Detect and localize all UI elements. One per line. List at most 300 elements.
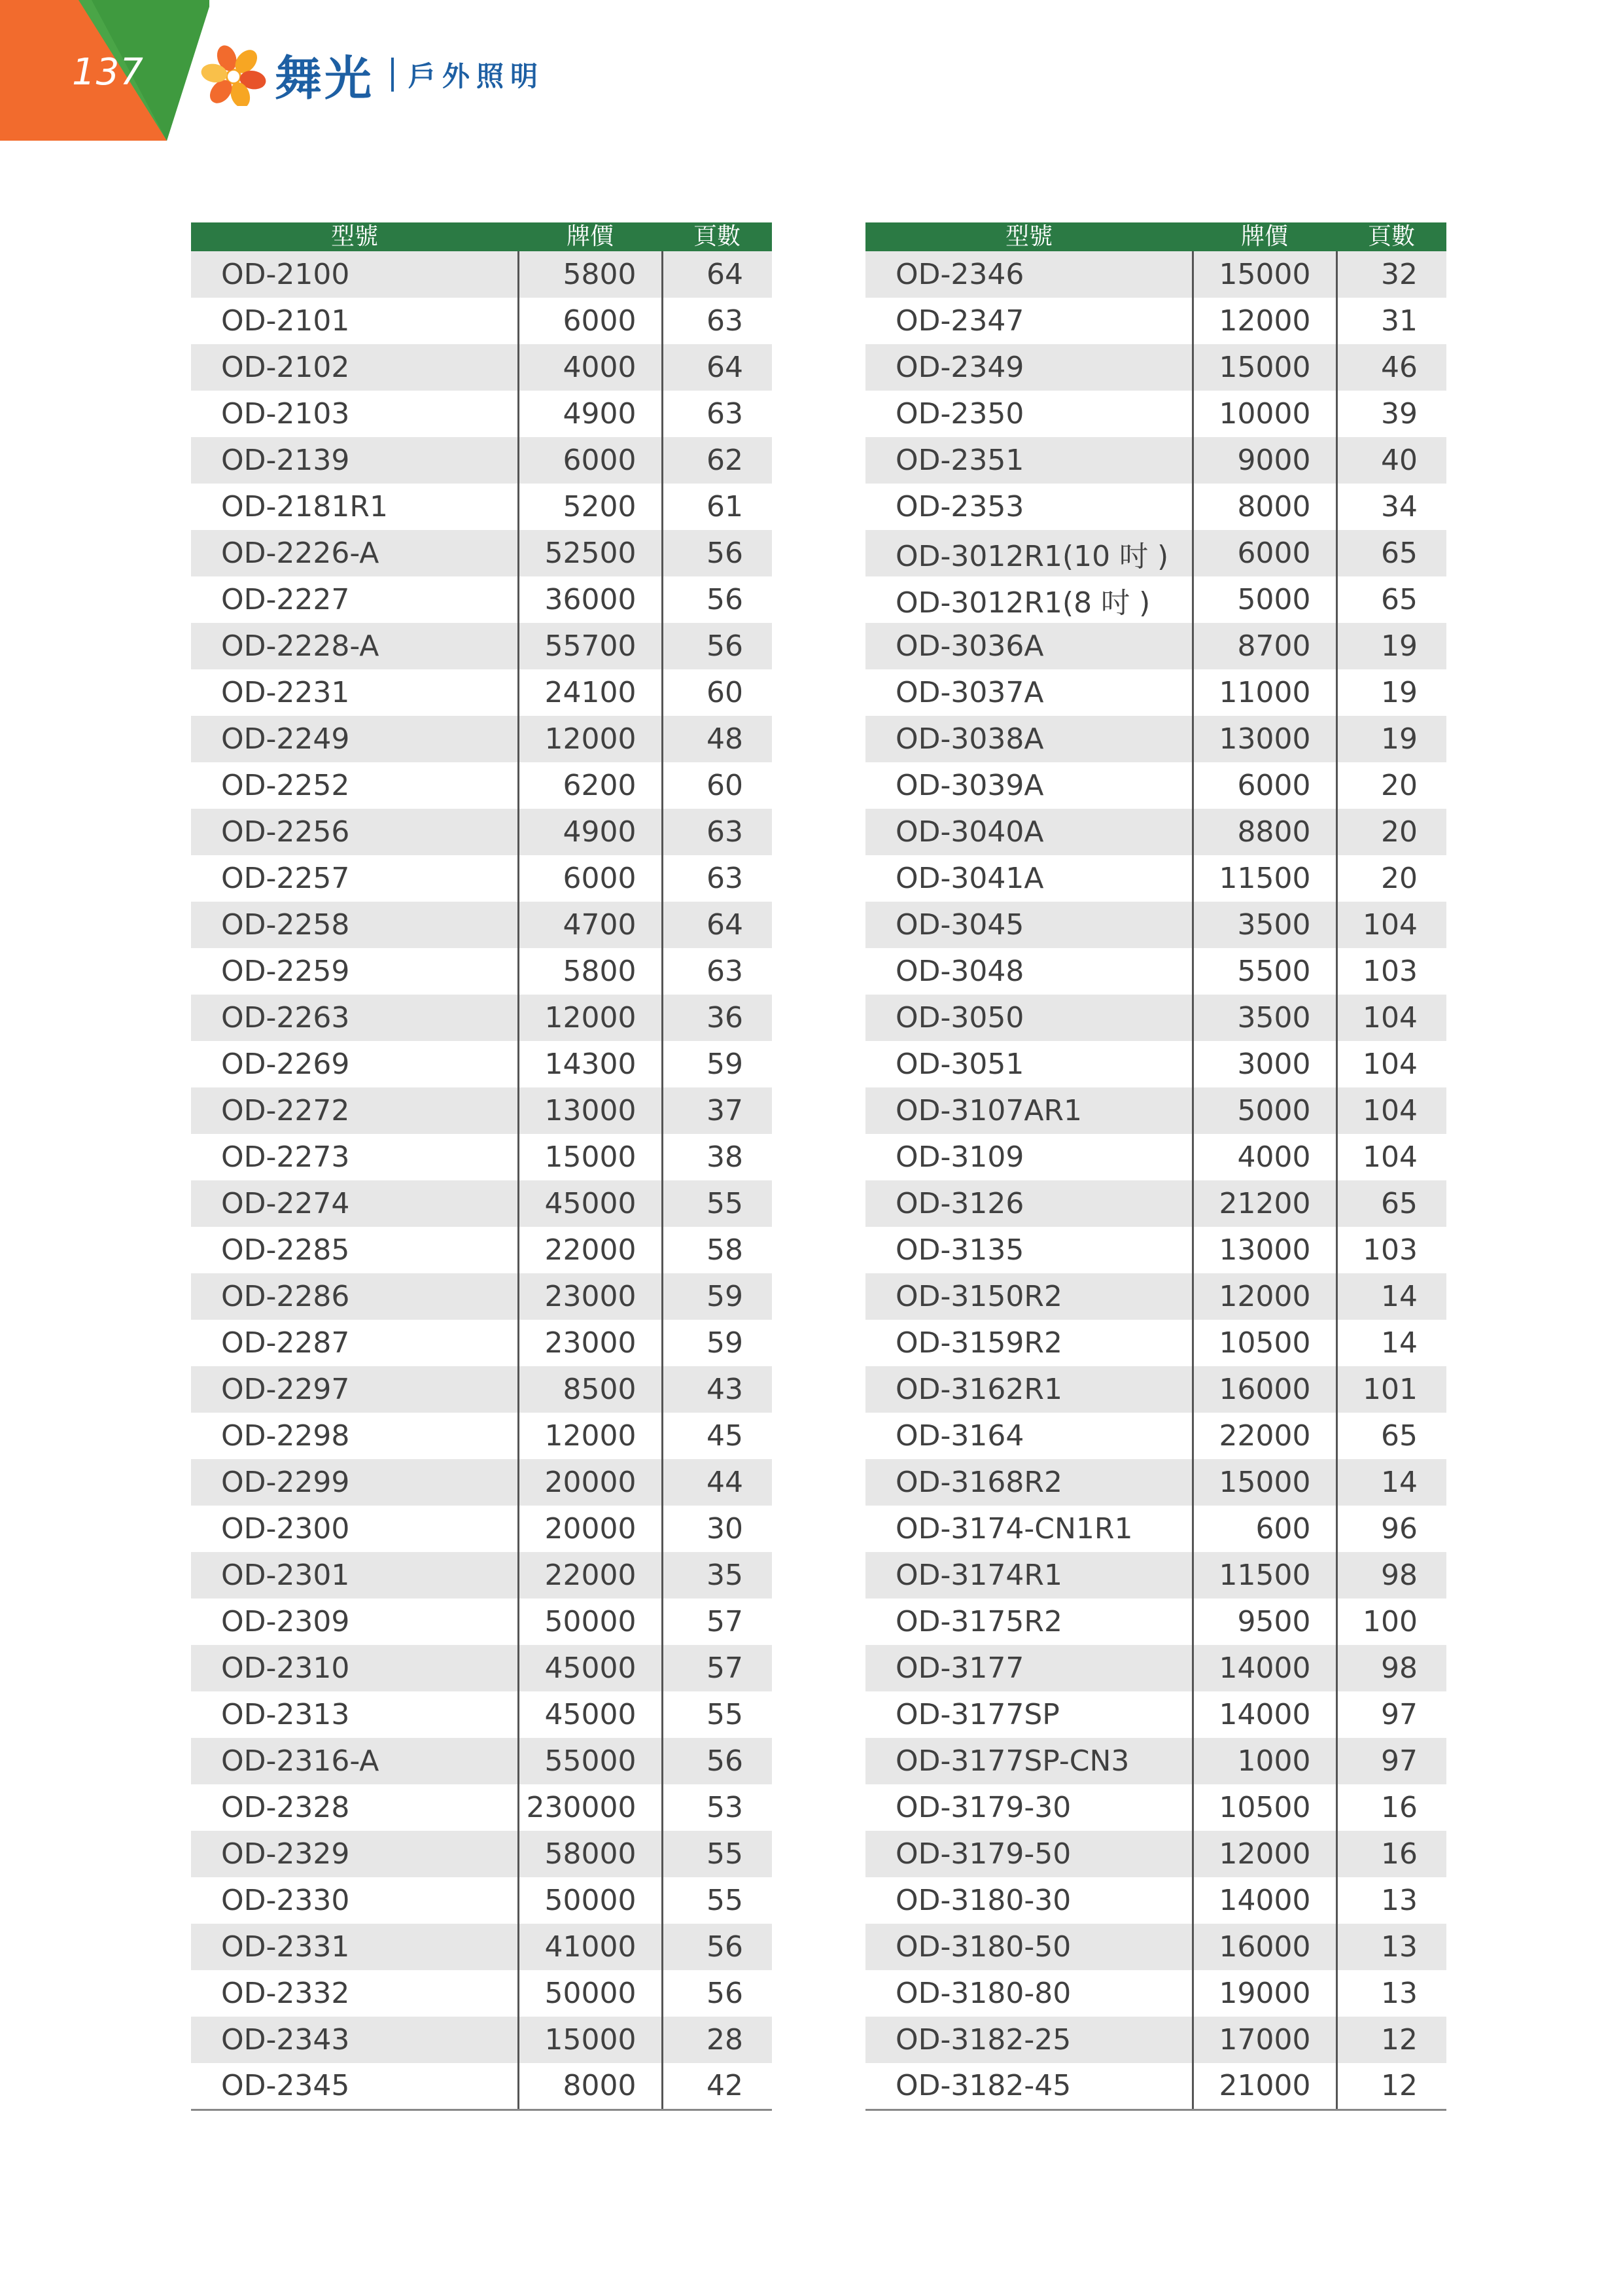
table-row <box>191 1087 772 1134</box>
model-cell: OD-3036A <box>865 623 1193 669</box>
header-page: 頁數 <box>1336 222 1446 251</box>
model-cell: OD-3180-50 <box>865 1924 1193 1970</box>
table-body-left <box>191 251 772 2110</box>
page-cell: 101 <box>1336 1366 1446 1413</box>
table-row <box>865 1273 1446 1320</box>
table-row <box>865 1738 1446 1784</box>
model-cell: OD-2298 <box>191 1413 518 1459</box>
page-cell: 13 <box>1381 1884 1418 1917</box>
page-cell: 56 <box>707 583 743 616</box>
price-cell: 4900 <box>518 391 662 437</box>
price-cell: 45000 <box>518 1645 662 1691</box>
table-row <box>865 902 1446 948</box>
price-cell: 14000 <box>1193 1691 1336 1738</box>
model-cell: OD-2102 <box>191 344 518 391</box>
price-cell: 23000 <box>518 1320 662 1366</box>
price-cell: 55700 <box>518 623 662 669</box>
model-cell: OD-2331 <box>191 1924 518 1970</box>
table-header-row <box>865 222 1446 251</box>
price-cell: 41000 <box>518 1924 662 1970</box>
model-cell: OD-2249 <box>191 716 518 762</box>
page-cell: 97 <box>1336 1738 1446 1784</box>
model-cell: OD-3180-30 <box>865 1877 1193 1924</box>
price-cell: 8700 <box>1193 623 1336 669</box>
price-cell: 16000 <box>1193 1366 1336 1413</box>
table-row <box>865 669 1446 716</box>
page-cell: 100 <box>1363 1605 1418 1638</box>
model-cell: OD-2285 <box>191 1227 518 1273</box>
page-cell: 12 <box>1336 2017 1446 2063</box>
header-model: 型號 <box>865 222 1193 251</box>
page-cell: 46 <box>1336 344 1446 391</box>
page-cell: 64 <box>662 902 772 948</box>
model-cell: OD-2252 <box>191 762 518 809</box>
model-cell: OD-2100 <box>191 251 518 298</box>
price-cell: 13000 <box>1193 1227 1336 1273</box>
model-cell: OD-2273 <box>191 1134 518 1180</box>
table-row <box>191 1134 772 1180</box>
price-cell: 4000 <box>518 344 662 391</box>
price-cell: 15000 <box>1193 251 1336 298</box>
brand-subtitle: 戶外照明 <box>408 60 545 92</box>
page-cell: 14 <box>1336 1459 1446 1506</box>
table-row <box>191 1506 772 1552</box>
price-cell: 1000 <box>1193 1738 1336 1784</box>
model-cell: OD-3150R2 <box>865 1273 1193 1320</box>
table-row <box>191 1180 772 1227</box>
page-cell: 16 <box>1381 1791 1418 1824</box>
model-cell: OD-2300 <box>191 1506 518 1552</box>
page-cell: 40 <box>1336 437 1446 484</box>
table-row <box>865 251 1446 298</box>
page-cell: 59 <box>707 1048 743 1081</box>
page-cell: 48 <box>662 716 772 762</box>
page-cell: 104 <box>1363 1140 1418 1174</box>
page-cell: 63 <box>707 304 743 338</box>
model-cell: OD-3037A <box>865 669 1193 716</box>
table-row <box>191 344 772 391</box>
price-cell: 20000 <box>518 1506 662 1552</box>
model-cell: OD-2351 <box>865 437 1193 484</box>
page-cell: 64 <box>662 344 772 391</box>
model-cell: OD-3038A <box>865 716 1193 762</box>
price-cell: 17000 <box>1193 2017 1336 2063</box>
page-cell: 98 <box>1336 1645 1446 1691</box>
model-cell: OD-3045 <box>865 902 1193 948</box>
page-cell: 55 <box>707 1884 743 1917</box>
page-cell: 39 <box>1381 397 1418 431</box>
model-cell: OD-3177SP-CN3 <box>865 1738 1193 1784</box>
page-cell: 31 <box>1381 304 1418 338</box>
model-cell: OD-2329 <box>191 1831 518 1877</box>
table-row <box>191 1924 772 1970</box>
price-cell: 15000 <box>1193 344 1336 391</box>
table-row <box>865 1459 1446 1506</box>
model-cell: OD-2181R1 <box>191 484 518 530</box>
table-header-row <box>191 222 772 251</box>
model-cell: OD-2226-A <box>191 530 518 576</box>
brand-name: 舞光 <box>275 51 375 106</box>
price-cell: 9000 <box>1193 437 1336 484</box>
table-row <box>865 809 1446 855</box>
model-cell: OD-2269 <box>191 1041 518 1087</box>
page-cell: 103 <box>1363 1233 1418 1267</box>
page-cell: 20 <box>1381 862 1418 895</box>
model-cell: OD-3168R2 <box>865 1459 1193 1506</box>
price-cell: 6000 <box>518 855 662 902</box>
price-cell: 11500 <box>1193 1552 1336 1598</box>
table-row <box>191 2063 772 2110</box>
model-cell: OD-2309 <box>191 1598 518 1645</box>
price-cell: 3500 <box>1193 902 1336 948</box>
price-cell: 8500 <box>518 1366 662 1413</box>
page-cell: 53 <box>707 1791 743 1824</box>
page-cell: 64 <box>662 251 772 298</box>
model-cell: OD-3182-45 <box>865 2063 1193 2110</box>
price-table-left <box>191 222 772 2111</box>
price-cell: 52500 <box>518 530 662 576</box>
table-row <box>191 716 772 762</box>
page-number: 137 <box>72 51 144 94</box>
table-row <box>865 530 1446 576</box>
brand-divider <box>391 58 394 92</box>
model-cell: OD-2345 <box>191 2063 518 2110</box>
model-cell: OD-3126 <box>865 1180 1193 1227</box>
model-cell: OD-3041A <box>865 855 1193 902</box>
table-row <box>865 2063 1446 2110</box>
price-cell: 4900 <box>518 809 662 855</box>
page-cell: 63 <box>707 862 743 895</box>
price-cell: 11500 <box>1193 855 1336 902</box>
price-cell: 3000 <box>1193 1041 1336 1087</box>
price-cell: 12000 <box>518 995 662 1041</box>
table-row <box>865 437 1446 484</box>
model-cell: OD-2228-A <box>191 623 518 669</box>
table-row <box>865 1784 1446 1831</box>
page-cell: 14 <box>1336 1273 1446 1320</box>
model-cell: OD-2330 <box>191 1877 518 1924</box>
page-cell: 30 <box>707 1512 743 1545</box>
table-row <box>865 623 1446 669</box>
page-cell: 59 <box>707 1326 743 1360</box>
table-row <box>865 995 1446 1041</box>
model-cell: OD-3162R1 <box>865 1366 1193 1413</box>
model-cell: OD-3050 <box>865 995 1193 1041</box>
page-cell: 44 <box>662 1459 772 1506</box>
price-cell: 15000 <box>1193 1459 1336 1506</box>
table-row <box>191 576 772 623</box>
page-cell: 57 <box>662 1645 772 1691</box>
table-row <box>865 1506 1446 1552</box>
price-cell: 45000 <box>518 1691 662 1738</box>
page-cell: 55 <box>662 1831 772 1877</box>
model-cell: OD-3048 <box>865 948 1193 995</box>
model-cell: OD-2101 <box>191 298 518 344</box>
price-cell: 8000 <box>518 2063 662 2110</box>
table-row <box>191 855 772 902</box>
table-row <box>191 1831 772 1877</box>
page-cell: 13 <box>1336 1924 1446 1970</box>
page-cell: 97 <box>1381 1698 1418 1731</box>
table-row <box>865 298 1446 344</box>
price-cell: 50000 <box>518 1877 662 1924</box>
page-cell: 19 <box>1336 716 1446 762</box>
price-cell: 600 <box>1193 1506 1336 1552</box>
table-row <box>191 1691 772 1738</box>
model-cell: OD-3179-30 <box>865 1784 1193 1831</box>
page-cell: 19 <box>1336 623 1446 669</box>
table-row <box>865 1320 1446 1366</box>
price-cell: 4700 <box>518 902 662 948</box>
table-row <box>191 391 772 437</box>
page-cell: 55 <box>662 1180 772 1227</box>
table-row <box>191 298 772 344</box>
table-row <box>865 1087 1446 1134</box>
model-cell: OD-3177 <box>865 1645 1193 1691</box>
model-cell: OD-2328 <box>191 1784 518 1831</box>
model-cell: OD-2287 <box>191 1320 518 1366</box>
model-cell: OD-2301 <box>191 1552 518 1598</box>
page-cell: 43 <box>662 1366 772 1413</box>
table-row <box>191 948 772 995</box>
page-cell: 20 <box>1381 769 1418 802</box>
price-cell: 19000 <box>1193 1970 1336 2017</box>
model-cell: OD-2353 <box>865 484 1193 530</box>
table-body-right <box>865 251 1446 2110</box>
table-row <box>865 484 1446 530</box>
table-row <box>191 2017 772 2063</box>
header-model: 型號 <box>191 222 518 251</box>
model-cell: OD-3012R1(10 吋 ) <box>865 530 1193 576</box>
header-price: 牌價 <box>1193 222 1336 251</box>
page-cell: 34 <box>1381 490 1418 523</box>
model-cell: OD-2256 <box>191 809 518 855</box>
table-row <box>865 762 1446 809</box>
table-row <box>865 1924 1446 1970</box>
model-cell: OD-3051 <box>865 1041 1193 1087</box>
table-row <box>865 1041 1446 1087</box>
table-row <box>191 1738 772 1784</box>
price-cell: 6200 <box>518 762 662 809</box>
model-cell: OD-3164 <box>865 1413 1193 1459</box>
brand-header <box>198 41 544 109</box>
model-cell: OD-3159R2 <box>865 1320 1193 1366</box>
table-row <box>865 1970 1446 2017</box>
model-cell: OD-2227 <box>191 576 518 623</box>
page-cell: 65 <box>1336 530 1446 576</box>
header-price: 牌價 <box>518 222 662 251</box>
page-cell: 96 <box>1381 1512 1418 1545</box>
price-cell: 58000 <box>518 1831 662 1877</box>
page-cell: 103 <box>1363 955 1418 988</box>
price-cell: 8000 <box>1193 484 1336 530</box>
price-cell: 10000 <box>1193 391 1336 437</box>
table-row <box>191 251 772 298</box>
page-cell: 56 <box>662 1738 772 1784</box>
table-row <box>191 1227 772 1273</box>
model-cell: OD-2349 <box>865 344 1193 391</box>
price-cell: 12000 <box>1193 1831 1336 1877</box>
model-cell: OD-3012R1(8 吋 ) <box>865 576 1193 623</box>
model-cell: OD-2316-A <box>191 1738 518 1784</box>
model-cell: OD-2257 <box>191 855 518 902</box>
price-cell: 9500 <box>1193 1598 1336 1645</box>
table-row <box>865 1831 1446 1877</box>
table-row <box>865 1366 1446 1413</box>
price-cell: 21200 <box>1193 1180 1336 1227</box>
price-cell: 22000 <box>518 1227 662 1273</box>
price-cell: 24100 <box>518 669 662 716</box>
table-row <box>191 762 772 809</box>
price-cell: 3500 <box>1193 995 1336 1041</box>
page-cell: 36 <box>662 995 772 1041</box>
table-row <box>191 809 772 855</box>
price-cell: 5200 <box>518 484 662 530</box>
model-cell: OD-3177SP <box>865 1691 1193 1738</box>
model-cell: OD-2258 <box>191 902 518 948</box>
table-row <box>865 1180 1446 1227</box>
page-cell: 14 <box>1381 1326 1418 1360</box>
table-row <box>191 1366 772 1413</box>
price-cell: 5500 <box>1193 948 1336 995</box>
page-cell: 62 <box>662 437 772 484</box>
price-cell: 20000 <box>518 1459 662 1506</box>
model-cell: OD-3180-80 <box>865 1970 1193 2017</box>
price-cell: 12000 <box>1193 298 1336 344</box>
table-row <box>191 902 772 948</box>
table-row <box>865 344 1446 391</box>
page-cell: 63 <box>707 955 743 988</box>
page-cell: 104 <box>1363 1048 1418 1081</box>
page-cell: 65 <box>1381 583 1418 616</box>
table-row <box>191 1320 772 1366</box>
price-cell: 6000 <box>518 298 662 344</box>
price-cell: 230000 <box>518 1784 662 1831</box>
price-cell: 5000 <box>1193 1087 1336 1134</box>
price-cell: 22000 <box>1193 1413 1336 1459</box>
page-cell: 12 <box>1336 2063 1446 2110</box>
price-cell: 23000 <box>518 1273 662 1320</box>
price-cell: 50000 <box>518 1970 662 2017</box>
price-cell: 21000 <box>1193 2063 1336 2110</box>
page-cell: 63 <box>707 397 743 431</box>
page-cell: 37 <box>662 1087 772 1134</box>
model-cell: OD-2343 <box>191 2017 518 2063</box>
price-cell: 14300 <box>518 1041 662 1087</box>
table-row <box>191 1877 772 1924</box>
price-cell: 36000 <box>518 576 662 623</box>
model-cell: OD-2347 <box>865 298 1193 344</box>
page-cell: 63 <box>662 809 772 855</box>
page-cell: 32 <box>1336 251 1446 298</box>
table-row <box>191 1273 772 1320</box>
price-cell: 15000 <box>518 2017 662 2063</box>
model-cell: OD-2263 <box>191 995 518 1041</box>
price-cell: 50000 <box>518 1598 662 1645</box>
page-cell: 35 <box>662 1552 772 1598</box>
model-cell: OD-2231 <box>191 669 518 716</box>
table-row <box>191 1552 772 1598</box>
table-row <box>191 1413 772 1459</box>
price-cell: 12000 <box>518 1413 662 1459</box>
page-cell: 56 <box>662 623 772 669</box>
table-row <box>191 1645 772 1691</box>
page-cell: 13 <box>1381 1977 1418 2010</box>
price-cell: 45000 <box>518 1180 662 1227</box>
page-cell: 55 <box>707 1698 743 1731</box>
price-cell: 14000 <box>1193 1645 1336 1691</box>
model-cell: OD-2310 <box>191 1645 518 1691</box>
price-cell: 10500 <box>1193 1320 1336 1366</box>
page-cell: 58 <box>707 1233 743 1267</box>
model-cell: OD-3182-25 <box>865 2017 1193 2063</box>
model-cell: OD-3175R2 <box>865 1598 1193 1645</box>
model-cell: OD-3135 <box>865 1227 1193 1273</box>
table-row <box>865 1598 1446 1645</box>
price-cell: 4000 <box>1193 1134 1336 1180</box>
table-row <box>865 948 1446 995</box>
model-cell: OD-3039A <box>865 762 1193 809</box>
price-cell: 11000 <box>1193 669 1336 716</box>
price-cell: 6000 <box>1193 530 1336 576</box>
model-cell: OD-2103 <box>191 391 518 437</box>
model-cell: OD-3174-CN1R1 <box>865 1506 1193 1552</box>
model-cell: OD-2139 <box>191 437 518 484</box>
price-cell: 12000 <box>518 716 662 762</box>
page-cell: 56 <box>662 1924 772 1970</box>
table-row <box>191 1598 772 1645</box>
price-cell: 5800 <box>518 948 662 995</box>
model-cell: OD-3107AR1 <box>865 1087 1193 1134</box>
table-row <box>191 995 772 1041</box>
table-row <box>865 1134 1446 1180</box>
table-row <box>191 1970 772 2017</box>
table-row <box>191 669 772 716</box>
page-cell: 59 <box>662 1273 772 1320</box>
sun-logo-icon <box>198 44 270 106</box>
table-row <box>865 1877 1446 1924</box>
page-cell: 42 <box>662 2063 772 2110</box>
table-row <box>191 1041 772 1087</box>
page-cell: 38 <box>707 1140 743 1174</box>
table-row <box>865 576 1446 623</box>
table-row <box>191 1784 772 1831</box>
model-cell: OD-2259 <box>191 948 518 995</box>
table-row <box>191 437 772 484</box>
price-cell: 10500 <box>1193 1784 1336 1831</box>
price-cell: 14000 <box>1193 1877 1336 1924</box>
table-row <box>865 1552 1446 1598</box>
page-cell: 56 <box>707 1977 743 2010</box>
price-cell: 55000 <box>518 1738 662 1784</box>
model-cell: OD-2350 <box>865 391 1193 437</box>
page-cell: 56 <box>662 530 772 576</box>
table-row <box>191 484 772 530</box>
model-cell: OD-2286 <box>191 1273 518 1320</box>
page-cell: 104 <box>1336 902 1446 948</box>
price-cell: 22000 <box>518 1552 662 1598</box>
price-cell: 16000 <box>1193 1924 1336 1970</box>
page-cell: 57 <box>707 1605 743 1638</box>
table-row <box>865 1227 1446 1273</box>
table-row <box>191 530 772 576</box>
model-cell: OD-2346 <box>865 251 1193 298</box>
page-cell: 104 <box>1336 1087 1446 1134</box>
header-page: 頁數 <box>662 222 772 251</box>
table-row <box>865 716 1446 762</box>
page-cell: 20 <box>1336 809 1446 855</box>
model-cell: OD-2332 <box>191 1970 518 2017</box>
